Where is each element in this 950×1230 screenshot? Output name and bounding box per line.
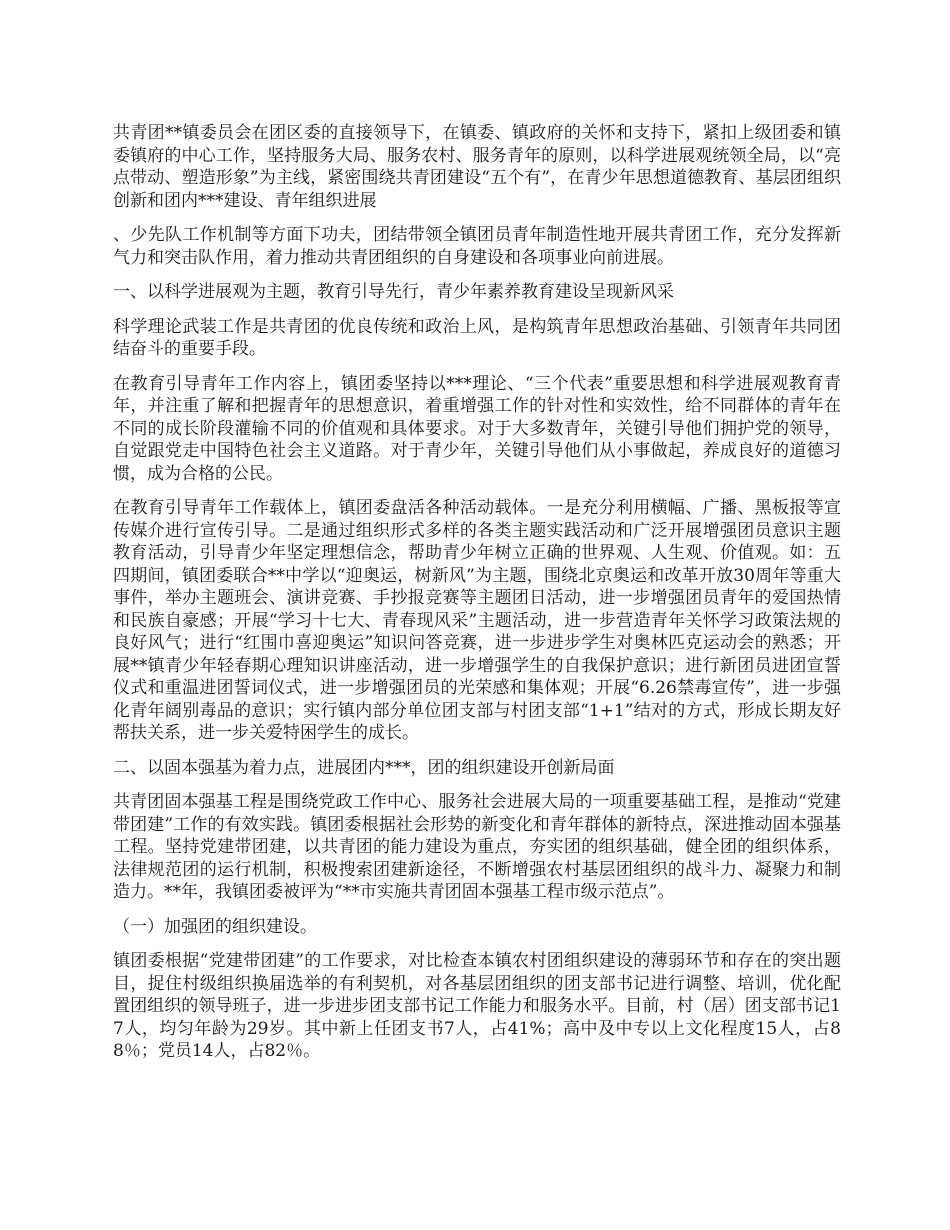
section-heading-2: 二、以固本强基为着力点，进展团内***，团的组织建设开创新局面 xyxy=(113,757,615,778)
subsection-heading-1: （一）加强团的组织建设。 xyxy=(113,916,317,937)
paragraph-theory: 科学理论武装工作是共青团的优良传统和政治上风，是构筑青年思想政治基础、引领青年共同团结奋斗的重要手段。 xyxy=(113,316,841,359)
paragraph-education-content: 在教育引导青年工作内容上，镇团委坚持以***理论、“三个代表”重要思想和科学进展观教育青年，并注重了解和把握青年的思想意识，着重增强工作的针对性和实效性，给不同群体的青年在不同的成长阶段灌输不同的价值观和具体要求。对于大多数青年，关键引导他们拥护党的领导，自觉跟党走中国特色社会主义道路。对于青少年，关键引导他们从小事做起，养成良好的道德习惯，成为合格的公民。 xyxy=(113,373,841,484)
section-heading-1: 一、以科学进展观为主题，教育引导先行，青少年素养教育建设呈现新风采 xyxy=(113,282,674,302)
document-body xyxy=(113,122,841,1075)
paragraph-organization: 镇团委根据“党建带团建”的工作要求，对比检查本镇农村团组织建设的薄弱环节和存在的突出题目，捉住村级组织换届选举的有利契机，对各基层团组织的团支部书记进行调整、培训，优化配置团组织的领导班子，进一步进步团支部书记工作能力和服务水平。目前，村（居）团支部书记17人，均匀年龄为29岁。其中新上任团支书7人，占41%；高中及中专以上文化程度15人，占88％；党员14人，占82％。 xyxy=(113,951,841,1061)
paragraph-intro-continued: 、少先队工作机制等方面下功夫，团结带领全镇团员青年制造性地开展共青团工作，充分发挥新气力和突击队作用，着力推动共青团组织的自身建设和各项事业向前进展。 xyxy=(113,225,841,268)
paragraph-intro: 共青团**镇委员会在团区委的直接领导下，在镇委、镇政府的关怀和支持下，紧扣上级团委和镇委镇府的中心工作，坚持服务大局、服务农村、服务青年的原则，以科学进展观统领全局，以“亮点带动、塑造形象”为主线，紧密围绕共青团建设“五个有”，在青少年思想道德教育、基层团组织创新和团内***建设、青年组织进展 xyxy=(113,123,841,211)
paragraph-foundation: 共青团固本强基工程是围绕党政工作中心、服务社会进展大局的一项重要基础工程，是推动“党建带团建”工作的有效实践。镇团委根据社会形势的新变化和青年群体的新特点，深进推动固本强基工程。坚持党建带团建，以共青团的能力建设为重点，夯实团的组织基础，健全团的组织体系，法律规范团的运行机制，积极搜索团建新途径，不断增强农村基层团组织的战斗力、凝聚力和制造力。**年，我镇团委被评为“**市实施共青团固本强基工程市级示范点”。 xyxy=(113,792,841,902)
paragraph-education-carrier: 在教育引导青年工作载体上，镇团委盘活各种活动载体。一是充分利用横幅、广播、黑板报等宣传媒介进行宣传引导。二是通过组织形式多样的各类主题实践活动和广泛开展增强团员意识主题教育活动，引导青少年坚定理想信念，帮助青少年树立正确的世界观、人生观、价值观。如：五四期间，镇团委联合**中学以“迎奥运，树新风”为主题，围绕北京奥运和改革开放30周年等重大事件，举办主题班会、演讲竞赛、手抄报竞赛等主题团日活动，进一步增强团员青年的爱国热情和民族自豪感；开展“学习十七大、青春现风采”主题活动，进一步营造青年关怀学习政策法规的良好风气；进行“红围巾喜迎奥运”知识问答竞赛，进一步进步学生对奥林匹克运动会的熟悉；开展**镇青少年轻春期心理知识讲座活动，进一步增强学生的自我保护意识；进行新团员进团宣誓仪式和重温进团誓词仪式，进一步增强团员的光荣感和集体观；开展“6.26禁毒宣传”，进一步强化青年阔别毒品的意识；实行镇内部分单位团支部与村团支部“1+1”结对的方式，形成长期友好帮扶关系，进一步关爱特困学生的成长。 xyxy=(113,498,841,743)
